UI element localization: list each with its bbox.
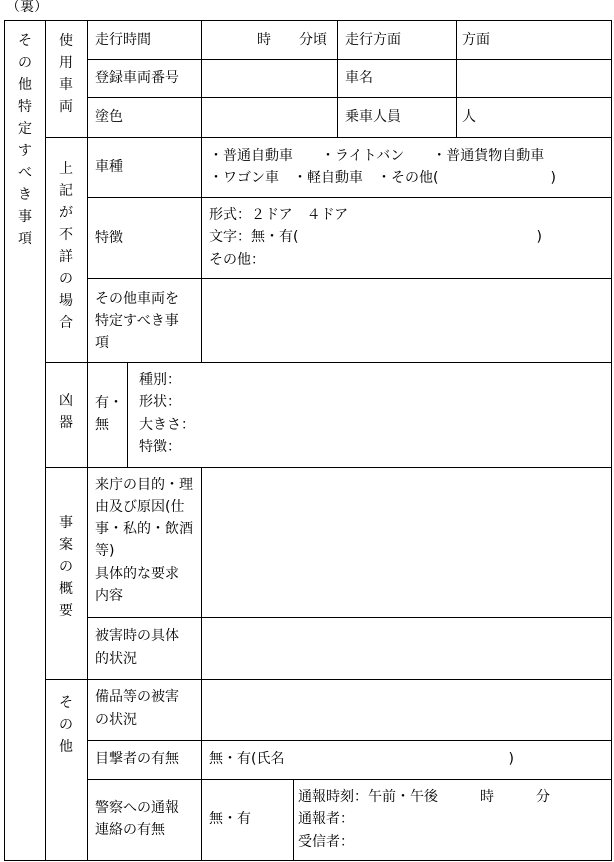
witness-label: 目撃者の有無	[95, 751, 179, 767]
border-top	[4, 20, 612, 21]
grid-line	[45, 20, 46, 861]
purpose-label-line: 具体的な要求	[95, 566, 179, 582]
grid-line	[87, 740, 612, 741]
police-field[interactable]: 無・有	[209, 811, 251, 827]
plate-label: 登録車両番号	[95, 70, 179, 86]
border-left	[4, 20, 5, 861]
police-label-line: 連絡の有無	[95, 822, 165, 838]
police-label-line: 警察への通報	[95, 800, 179, 816]
damage-field[interactable]	[202, 618, 611, 679]
car-name-label: 車名	[345, 70, 373, 86]
section-label-weapon: 凶器	[59, 393, 73, 431]
border-bottom	[4, 860, 612, 861]
grid-line	[45, 362, 612, 363]
damage-label-line: 被害時の具体	[95, 628, 179, 644]
passengers-field[interactable]: 人	[462, 109, 476, 125]
features-form[interactable]: 形式：２ドア ４ドア	[209, 207, 349, 223]
weapon-shape[interactable]: 形状：	[139, 394, 181, 410]
direction-field[interactable]: 方面	[462, 32, 490, 48]
receiver-field[interactable]: 受信者：	[298, 834, 354, 850]
reporter-field[interactable]: 通報者：	[298, 811, 354, 827]
equipment-label-line: 備品等の被害	[95, 689, 179, 705]
purpose-label-line: 内容	[95, 588, 123, 604]
grid-line	[337, 20, 338, 137]
grid-line	[87, 20, 88, 861]
weapon-kind[interactable]: 種別：	[139, 372, 181, 388]
grid-line	[293, 779, 294, 861]
equipment-field[interactable]	[202, 680, 611, 740]
purpose-label-line: 来庁の目的・理	[95, 477, 193, 493]
color-label: 塗色	[95, 109, 123, 125]
features-text[interactable]: 文字：無・有( )	[209, 229, 542, 245]
equipment-label-line: の状況	[95, 712, 137, 728]
other-vehicle-label-line: 特定すべき事	[95, 313, 179, 329]
section-label-vehicle: 使用車両	[59, 33, 73, 115]
grid-line	[87, 779, 612, 780]
passengers-label: 乗車人員	[345, 109, 401, 125]
page-side-label: （裏）	[6, 0, 48, 15]
features-other[interactable]: その他：	[209, 252, 265, 268]
features-label: 特徴	[95, 230, 123, 246]
car-name-field[interactable]	[457, 60, 611, 97]
section-label-other: その他	[59, 695, 73, 755]
purpose-label-line: 事・私的・飲酒	[95, 521, 193, 537]
purpose-label-line: 等)	[95, 543, 115, 559]
weapon-presence-line2[interactable]: 無	[95, 417, 109, 433]
witness-field[interactable]: 無・有(氏名 )	[209, 751, 514, 767]
other-vehicle-label-line: その他車両を	[95, 291, 179, 307]
weapon-presence-line1[interactable]: 有・	[95, 395, 123, 411]
car-type-options-1[interactable]: ・普通自動車 ・ライトバン ・普通貨物自動車	[209, 148, 545, 164]
car-type-options-2[interactable]: ・ワゴン車 ・軽自動車 ・その他( )	[209, 170, 556, 186]
purpose-field[interactable]	[202, 468, 611, 617]
travel-time-label: 走行時間	[95, 32, 151, 48]
grid-line	[45, 137, 612, 138]
plate-field[interactable]	[202, 60, 337, 97]
section-label-main: その他特定すべき事項	[18, 33, 32, 247]
grid-line	[87, 97, 612, 98]
car-type-label: 車種	[95, 159, 123, 175]
purpose-label-line: 由及び原因(仕	[95, 499, 185, 515]
weapon-feature[interactable]: 特徴：	[139, 439, 181, 455]
travel-time-field[interactable]: 時 分頃	[257, 32, 327, 48]
other-vehicle-field[interactable]	[202, 279, 611, 362]
section-label-case: 事案の概要	[59, 515, 73, 619]
direction-label: 走行方面	[345, 32, 401, 48]
grid-line	[87, 197, 612, 198]
border-right	[611, 20, 612, 861]
color-field[interactable]	[202, 98, 337, 137]
weapon-size[interactable]: 大きさ：	[139, 417, 195, 433]
damage-label-line: 的状況	[95, 651, 137, 667]
section-label-unknown: 上記が不詳の場合	[59, 161, 73, 331]
report-time-field[interactable]: 通報時刻：午前・午後 時 分	[298, 789, 550, 805]
other-vehicle-label-line: 項	[95, 335, 109, 351]
grid-line	[127, 362, 128, 467]
